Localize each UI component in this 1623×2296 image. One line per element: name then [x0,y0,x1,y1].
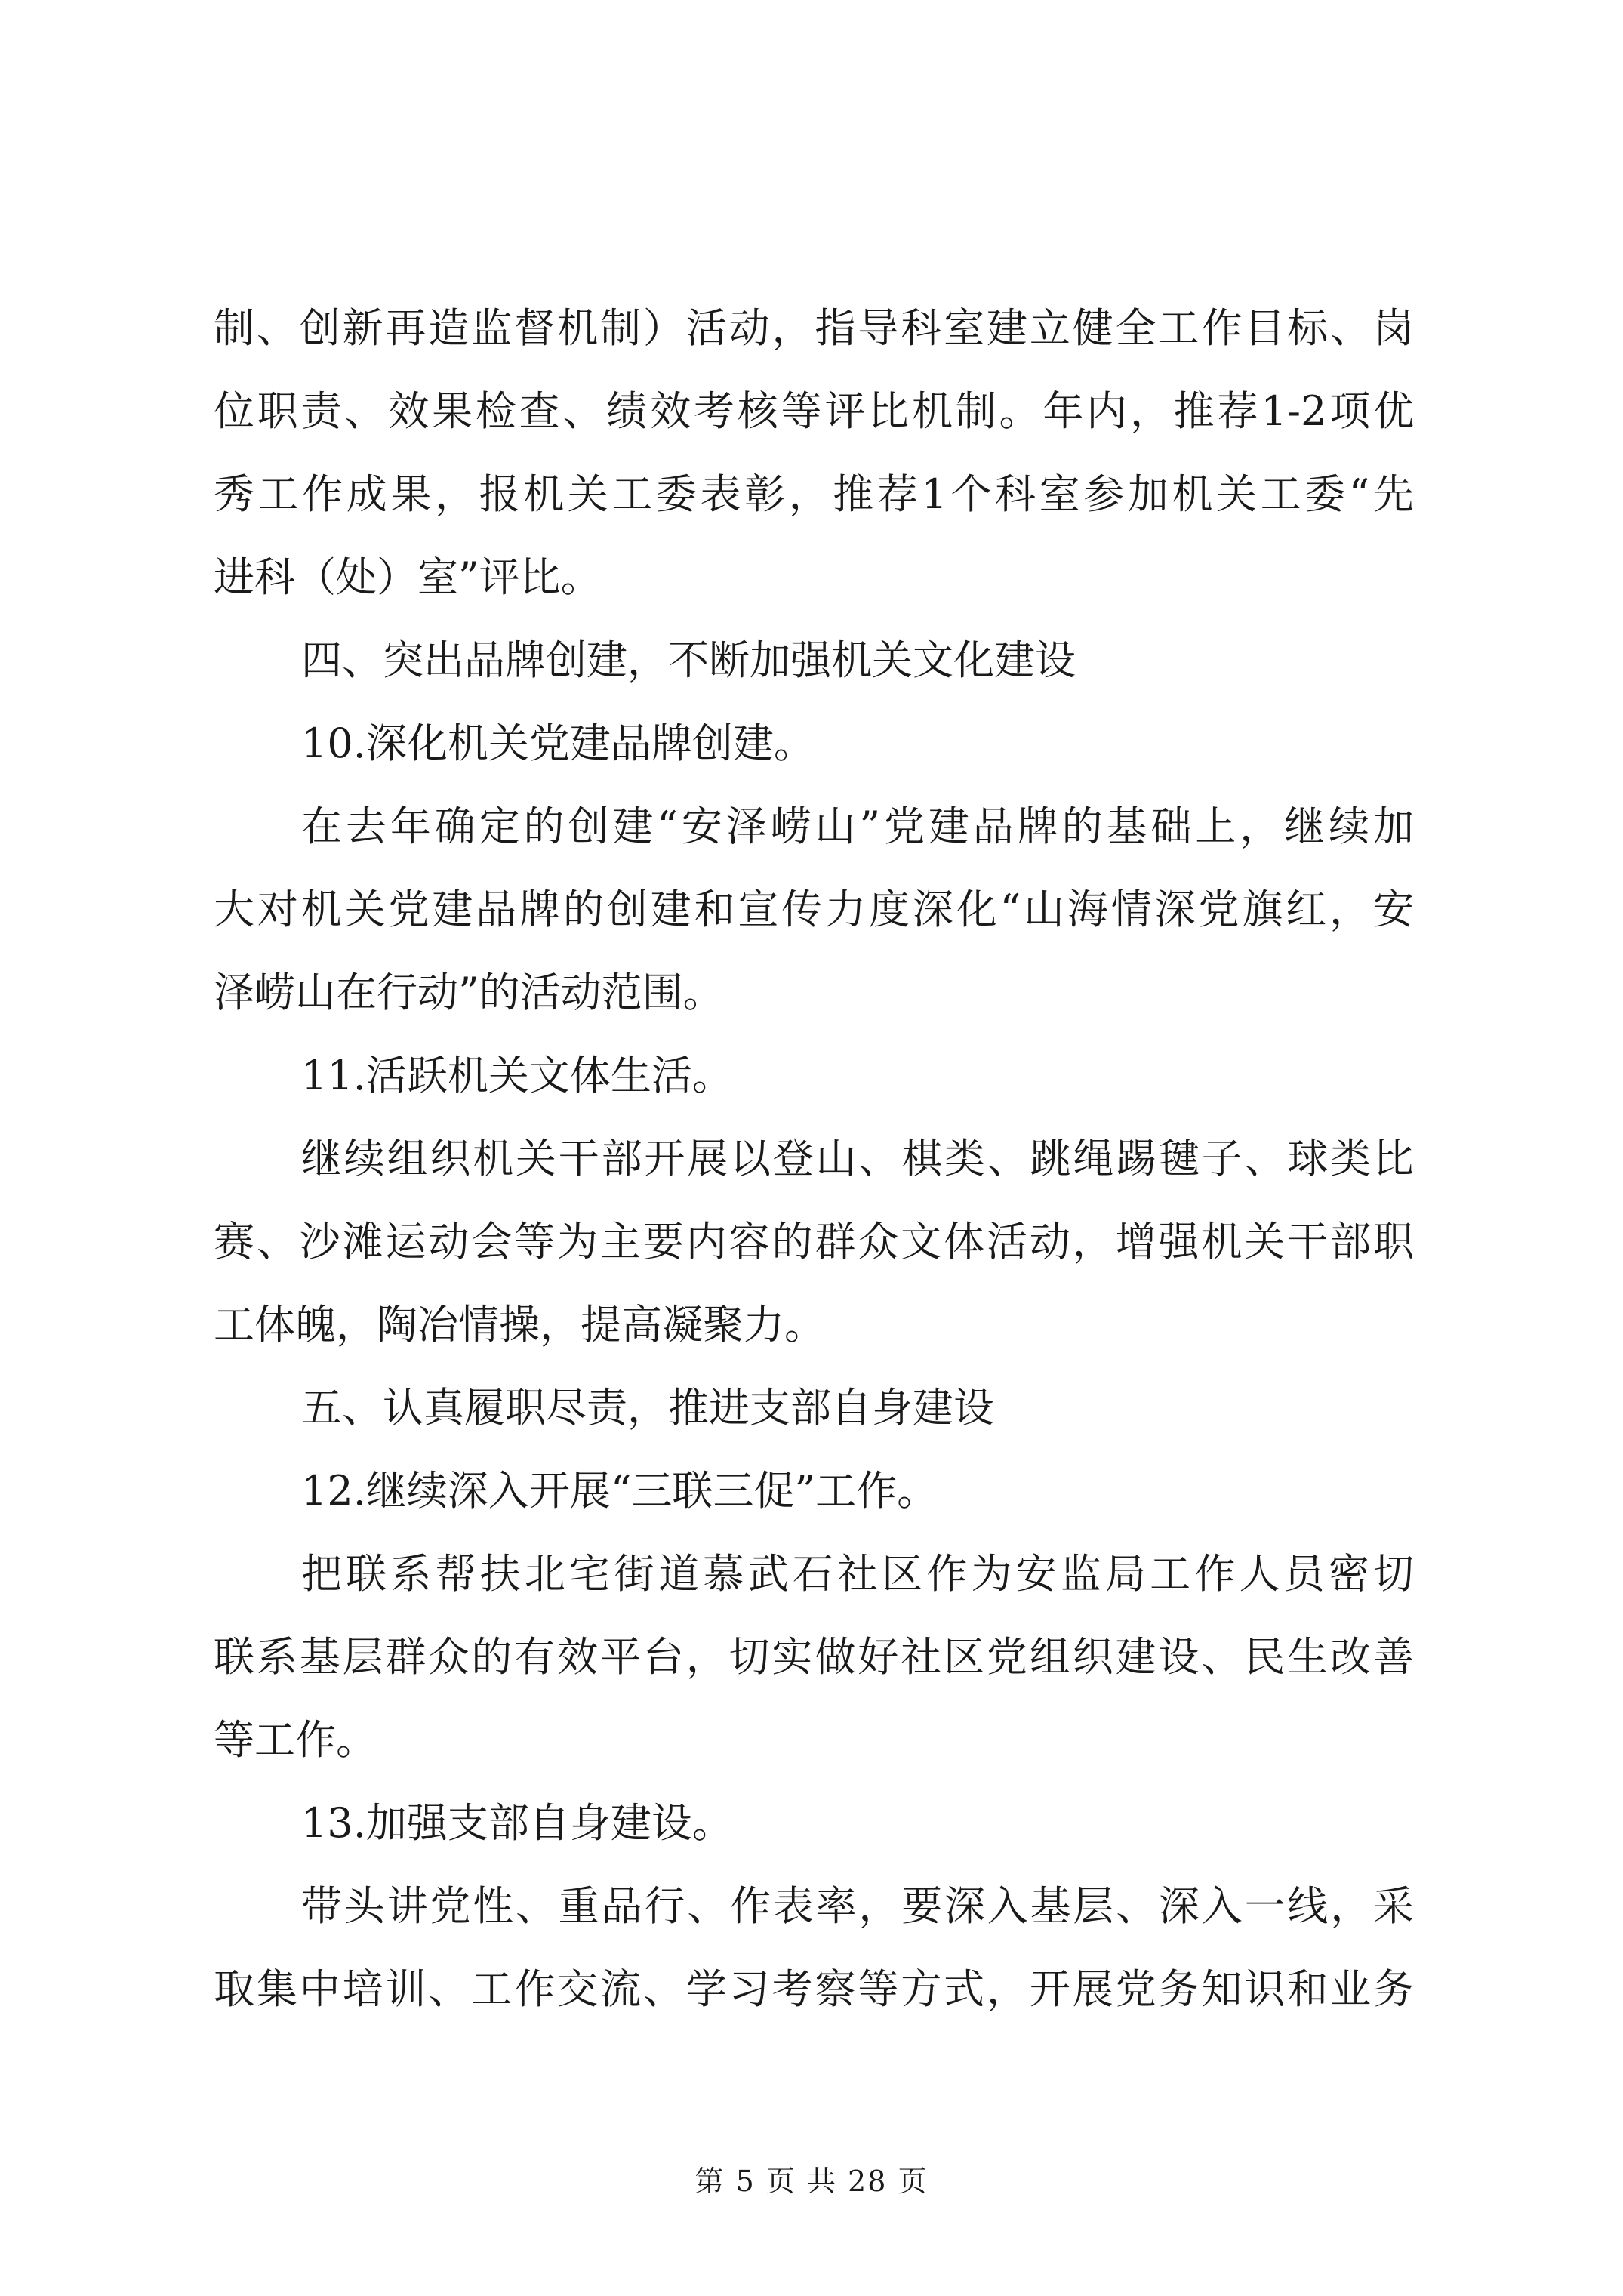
text-line: 工体魄，陶冶情操，提高凝聚力。 [214,1301,825,1348]
text-line: 位职责、效果检查、绩效考核等评比机制。年内，推荐1-2项优 [214,387,1414,435]
text-line: 11.活跃机关文体生活。 [301,1052,733,1099]
page-footer: 第 5 页 共 28 页 [694,2165,929,2198]
text-line: 泽崂山在行动”的活动范围。 [214,969,724,1016]
text-line: 赛、沙滩运动会等为主要内容的群众文体活动，增强机关干部职 [214,1218,1414,1265]
text-line: 秀工作成果，报机关工委表彰，推荐1个科室参加机关工委“先 [214,470,1414,518]
text-line: 联系基层群众的有效平台，切实做好社区党组织建设、民生改善 [214,1633,1414,1681]
text-line: 进科（处）室”评比。 [214,553,602,601]
text-line: 13.加强支部自身建设。 [301,1799,733,1847]
text-line: 四、突出品牌创建，不断加强机关文化建设 [301,636,1076,684]
text-line: 五、认真履职尽责，推进支部自身建设 [301,1384,994,1432]
text-line: 10.深化机关党建品牌创建。 [301,720,815,767]
text-line: 12.继续深入开展“三联三促”工作。 [301,1467,938,1515]
text-line: 制、创新再造监督机制）活动，指导科室建立健全工作目标、岗 [214,304,1414,352]
text-line: 继续组织机关干部开展以登山、棋类、跳绳踢毽子、球类比 [301,1135,1414,1182]
text-line: 在去年确定的创建“安泽崂山”党建品牌的基础上，继续加 [301,803,1414,850]
text-line: 取集中培训、工作交流、学习考察等方式，开展党务知识和业务 [214,1965,1414,2013]
text-line: 大对机关党建品牌的创建和宣传力度深化“山海情深党旗红，安 [214,886,1414,933]
text-line: 带头讲党性、重品行、作表率，要深入基层、深入一线，采 [301,1882,1414,1930]
text-line: 等工作。 [214,1716,377,1764]
text-line: 把联系帮扶北宅街道慕武石社区作为安监局工作人员密切 [301,1550,1414,1598]
body-text [214,287,1414,2031]
